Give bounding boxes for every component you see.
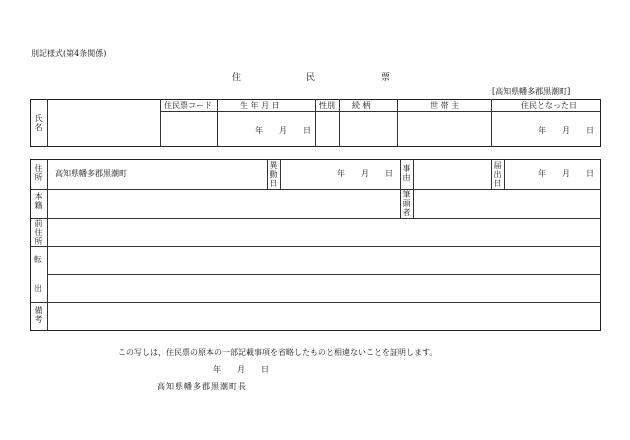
certification-text: この写しは，住民票の原本の一部記載事項を省略したものと相違ないことを証明します。 xyxy=(118,348,438,357)
header-relationship: 続 柄 xyxy=(352,101,371,110)
change-date-label: 異 動 日 xyxy=(269,161,278,188)
domicile-label: 本 籍 xyxy=(34,192,43,210)
header-resident-code: 住民票コード xyxy=(164,101,212,110)
header-became-resident-date: 住民となった日 xyxy=(521,101,577,110)
move-out-label-char-2: 出 xyxy=(34,284,42,293)
title-char-3: 票 xyxy=(381,73,391,83)
address-label: 住 所 xyxy=(34,164,43,182)
notification-date-value: 年 月 日 xyxy=(538,169,594,178)
previous-address-label: 前 住 所 xyxy=(34,219,43,246)
certification-date: 年 月 日 xyxy=(213,365,269,374)
issuer-bracket: [高知県幡多郡黒潮町] xyxy=(492,87,571,96)
title-char-2: 民 xyxy=(306,73,316,83)
header-sex: 性別 xyxy=(319,101,335,110)
title-char-1: 住 xyxy=(232,73,242,83)
head-of-register-label: 筆 頭 者 xyxy=(402,190,411,217)
form-label: 別記様式(第4条関係) xyxy=(31,49,107,58)
header-birth-date: 生 年 月 日 xyxy=(240,101,280,110)
change-date-value: 年 月 日 xyxy=(337,169,393,178)
birth-date-value: 年 月 日 xyxy=(255,126,311,135)
reason-label: 事 由 xyxy=(402,164,411,182)
address-value: 高知県幡多郡黒潮町 xyxy=(55,169,127,178)
remarks-label: 備 考 xyxy=(34,306,43,324)
header-household-head: 世 帯 主 xyxy=(430,101,460,110)
became-resident-date-value: 年 月 日 xyxy=(538,126,594,135)
notification-date-label: 届 出 日 xyxy=(493,161,502,188)
resident-detail-table xyxy=(30,159,601,331)
move-out-label-char-1: 転 xyxy=(34,255,42,264)
name-label: 氏 名 xyxy=(34,114,43,132)
mayor-signature-line: 高知県幡多郡黒潮町長 xyxy=(157,382,247,391)
